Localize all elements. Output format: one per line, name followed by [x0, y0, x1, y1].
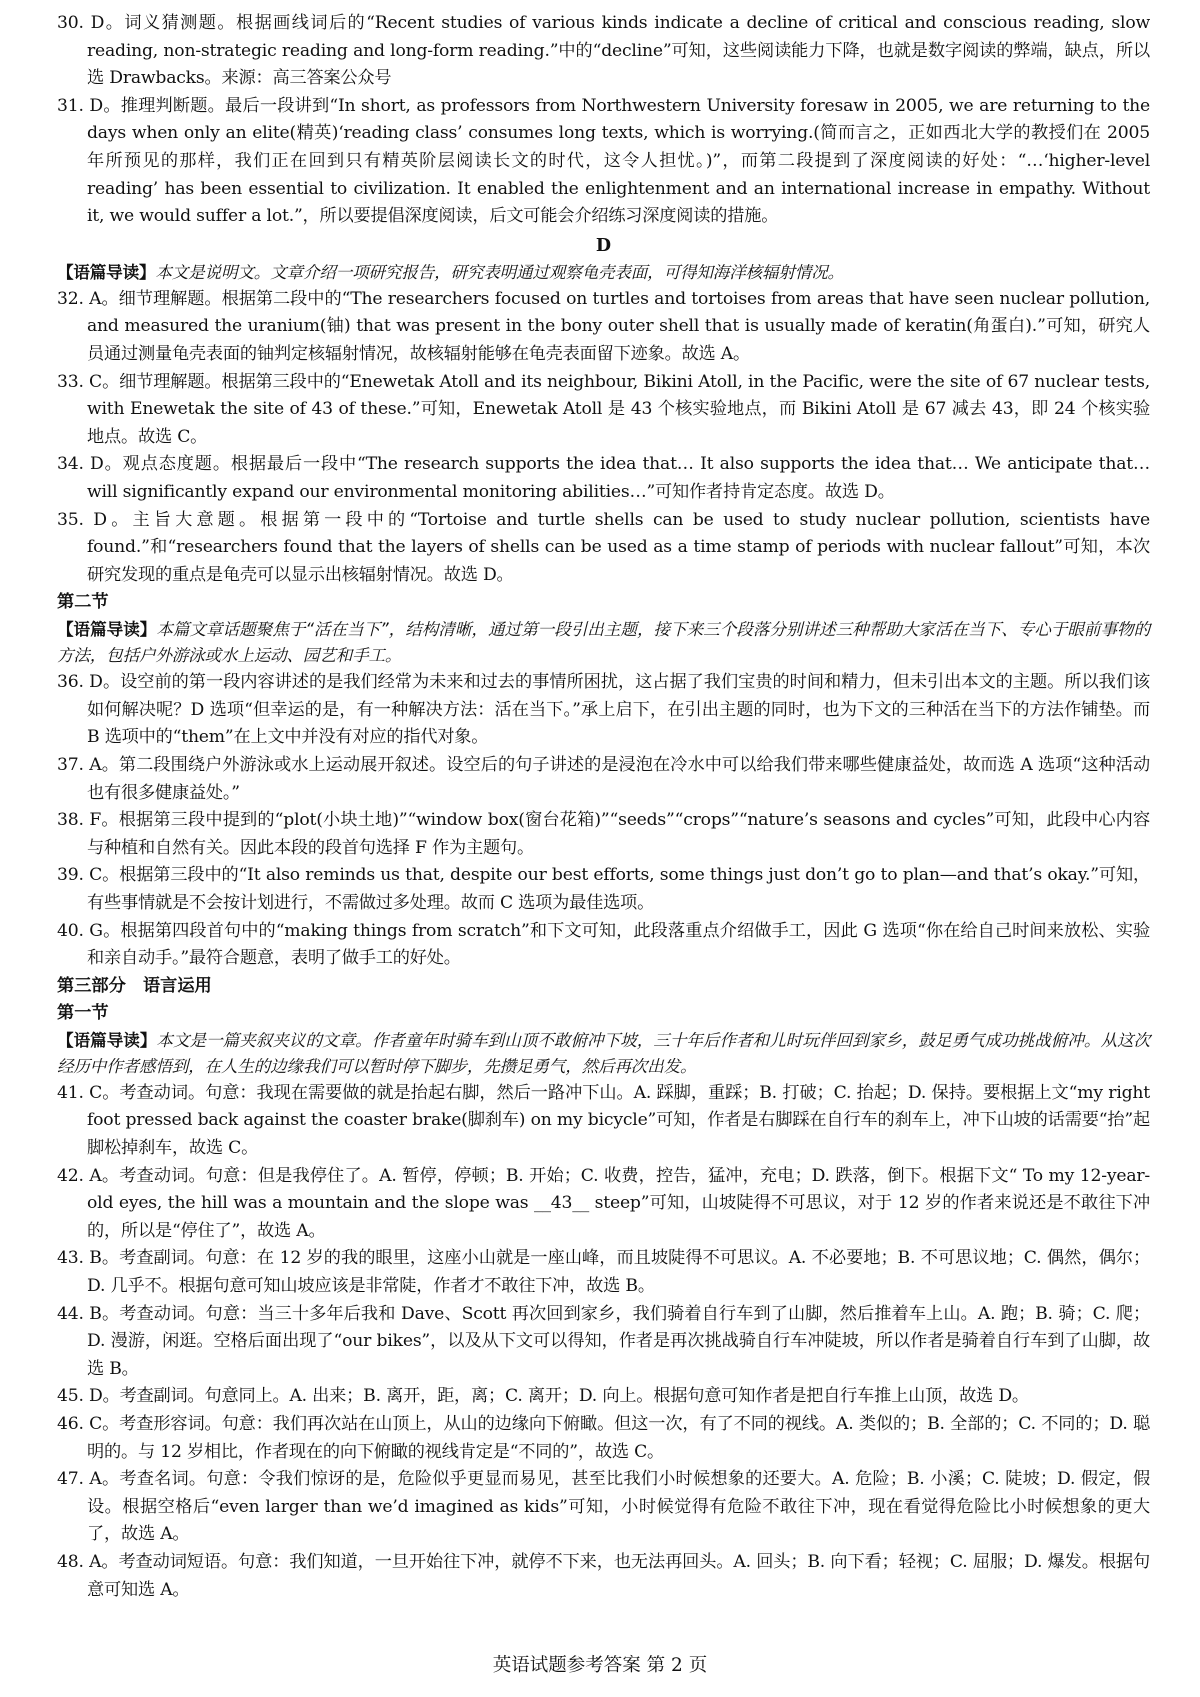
answer-34: 34. D。观点态度题。根据最后一段中“The research supports the idea that… It also supports the idea that… We anticipate that… will significantly expand our environmental monitoring abilities…”可知作者持肯定态度。故选 D。	[57, 454, 1150, 502]
intro-tag: 【语篇导读】	[57, 261, 156, 282]
answer-35: 35. D。主旨大意题。根据第一段中的“Tortoise and turtle shells can be used to study nuclear pollution, scientists have found.”和“researchers found that the layers of shells can be used as a time stamp of periods with nuclear fallout”可知，本次研究发现的重点是龟壳可以显示出核辐射情况。故选 D。	[57, 509, 1150, 585]
part-three-heading: 第三部分 语言运用	[57, 975, 212, 996]
answer-38: 38. F。根据第三段中提到的“plot(小块土地)”“window box(窗台花箱)”“seeds”“crops”“nature’s seasons and cycles”可知，此段中心内容与种植和自然有关。因此本段的段首句选择 F 作为主题句。	[57, 810, 1150, 858]
answer-45: 45. D。考查副词。句意同上。A. 出来；B. 离开，距，离；C. 离开；D. 向上。根据句意可知作者是把自行车推上山顶，故选 D。	[57, 1386, 1029, 1407]
answer-43: 43. B。考查副词。句意：在 12 岁的我的眼里，这座小山就是一座山峰，而且坡陡得不可思议。A. 不必要地；B. 不可思议地；C. 偶然，偶尔；D. 几乎不。根据句意可知山坡应该是非常陡，作者才不敢往下冲，故选 B。	[57, 1248, 1150, 1296]
intro-tag: 【语篇导读】	[57, 1029, 157, 1050]
intro-text: 本文是说明文。文章介绍一项研究报告，研究表明通过观察龟壳表面，可得知海洋核辐射情况。	[155, 262, 844, 282]
part-three-subheading: 第一节	[57, 1002, 109, 1023]
page-footer: 英语试题参考答案 第 2 页	[492, 1655, 708, 1676]
answer-32: 32. A。细节理解题。根据第二段中的“The researchers focused on turtles and tortoises from areas that have seen nuclear pollution, and measured the uranium(铀) that was present in the bony outer shell that is usually made of keratin(角蛋白).”可知，研究人员通过测量龟壳表面的铀判定核辐射情况，故核辐射能够在龟壳表面留下迹象。故选 A。	[57, 288, 1150, 364]
answer-48: 48. A。考查动词短语。句意：我们知道，一旦开始往下冲，就停不下来，也无法再回头。A. 回头；B. 向下看；轻视；C. 屈服；D. 爆发。根据句意可知选 A。	[57, 1551, 1150, 1600]
answer-30: 30. D。词义猜测题。根据画线词后的“Recent studies of various kinds indicate a decline of critical and conscious reading, slow reading, non-strategic reading and long-form reading.”中的“decline”可知，这些阅读能力下降，也就是数字阅读的弊端，缺点，所以选 Drawbacks。来源：高三答案公众号	[57, 13, 1150, 89]
intro-text: 本文是一篇夹叙夹议的文章。作者童年时骑车到山顶不敢俯冲下坡，三十年后作者和儿时玩伴回到家乡，鼓足勇气成功挑战俯冲。从这次经历中作者感悟到，在人生的边缘我们可以暂时停下脚步，先攒足勇气，然后再次出发。	[57, 1030, 1150, 1076]
section-two-intro	[57, 616, 1150, 669]
answer-46: 46. C。考查形容词。句意：我们再次站在山顶上，从山的边缘向下俯瞰。但这一次，有了不同的视线。A. 类似的；B. 全部的；C. 不同的；D. 聪明的。与 12 岁相比，作者现在的向下俯瞰的视线肯定是“不同的”，故选 C。	[57, 1413, 1150, 1462]
intro-tag: 【语篇导读】	[57, 619, 157, 640]
answer-42: 42. A。考查动词。句意：但是我停住了。A. 暂停，停顿；B. 开始；C. 收费，控告，猛冲，充电；D. 跌落，倒下。根据下文“ To my 12-year-old eyes, the hill was a mountain and the slope was __43__ steep”可知，山坡陡得不可思议，对于 12 岁的作者来说还是不敢往下冲的，所以是“停住了”，故选 A。	[57, 1165, 1150, 1241]
answer-41: 41. C。考查动词。句意：我现在需要做的就是抬起右脚，然后一路冲下山。A. 踩脚，重踩；B. 打破；C. 抬起；D. 保持。要根据上文“my right foot pressed back against the coaster brake(脚刹车) on my bicycle”可知，作者是右脚踩在自行车的刹车上，冲下山坡的话需要“抬”起脚松掉刹车，故选 C。	[57, 1082, 1150, 1158]
section-d-intro	[57, 259, 1150, 286]
intro-text: 本篇文章话题聚焦于“活在当下”，结构清晰，通过第一段引出主题，接下来三个段落分别讲述三种帮助大家活在当下、专心于眼前事物的方法，包括户外游泳或水上运动、园艺和手工。	[57, 620, 1150, 666]
answer-33: 33. C。细节理解题。根据第三段中的“Enewetak Atoll and its neighbour, Bikini Atoll, in the Pacific, were the site of 67 nuclear tests, with Enewetak the site of 43 of these.”可知，Enewetak Atoll 是 43 个核实验地点，而 Bikini Atoll 是 67 减去 43，即 24 个核实验地点。故选 C。	[57, 371, 1150, 447]
answer-31: 31. D。推理判断题。最后一段讲到“In short, as professors from Northwestern University foresaw in 2005, we are returning to the days when only an elite(精英)‘reading class’ consumes long texts, which is worrying.(简而言之，正如西北大学的教授们在 2005 年所预见的那样，我们正在回到只有精英阶层阅读长文的时代，这令人担忧。)”，而第二段提到了深度阅读的好处：“…‘higher-level reading’ has been essential to civilization. It enabled the enlightenment and an international increase in empathy. Without it, we would suffer a lot.”，所以要提倡深度阅读，后文可能会介绍练习深度阅读的措施。	[57, 95, 1150, 227]
answer-39: 39. C。根据第三段中的“It also reminds us that, despite our best efforts, some things just don’t go to plan—and that’s okay.”可知，有些事情就是不会按计划进行，不需做过多处理。故而 C 选项为最佳选项。	[57, 865, 1150, 914]
answer-40: 40. G。根据第四段首句中的“making things from scratch”和下文可知，此段落重点介绍做手工，因此 G 选项“你在给自己时间来放松、实验和亲自动手。”最符合题意，表明了做手工的好处。	[57, 920, 1150, 969]
answer-37: 37. A。第二段围绕户外游泳或水上运动展开叙述。设空后的句子讲述的是浸泡在冷水中可以给我们带来哪些健康益处，故而选 A 选项“这种活动也有很多健康益处。”	[57, 755, 1150, 803]
answer-47: 47. A。考查名词。句意：令我们惊讶的是，危险似乎更显而易见，甚至比我们小时候想象的还要大。A. 危险；B. 小溪；C. 陡坡；D. 假定，假设。根据空格后“even larger than we’d imagined as kids”可知，小时候觉得有危险不敢往下冲，现在看觉得危险比小时候想象的更大了，故选 A。	[57, 1469, 1150, 1545]
section-two-heading: 第二节	[57, 592, 109, 613]
answer-44: 44. B。考查动词。句意：当三十多年后我和 Dave、Scott 再次回到家乡，我们骑着自行车到了山脚，然后推着车上山。A. 跑；B. 骑；C. 爬；D. 漫游，闲逛。空格后面出现了“our bikes”，以及从下文可以得知，作者是再次挑战骑自行车冲陡坡，所以作者是骑着自行车到了山脚，故选 B。	[57, 1303, 1150, 1379]
section-d-heading: D	[595, 235, 612, 256]
answer-36: 36. D。设空前的第一段内容讲述的是我们经常为未来和过去的事情所困扰，这占据了我们宝贵的时间和精力，但未引出本文的主题。所以我们该如何解决呢？D 选项“但幸运的是，有一种解决方法：活在当下。”承上启下，在引出主题的同时，也为下文的三种活在当下的方法作铺垫。而 B 选项中的“them”在上文中并没有对应的指代对象。	[57, 672, 1150, 748]
part-three-intro	[57, 1027, 1150, 1080]
